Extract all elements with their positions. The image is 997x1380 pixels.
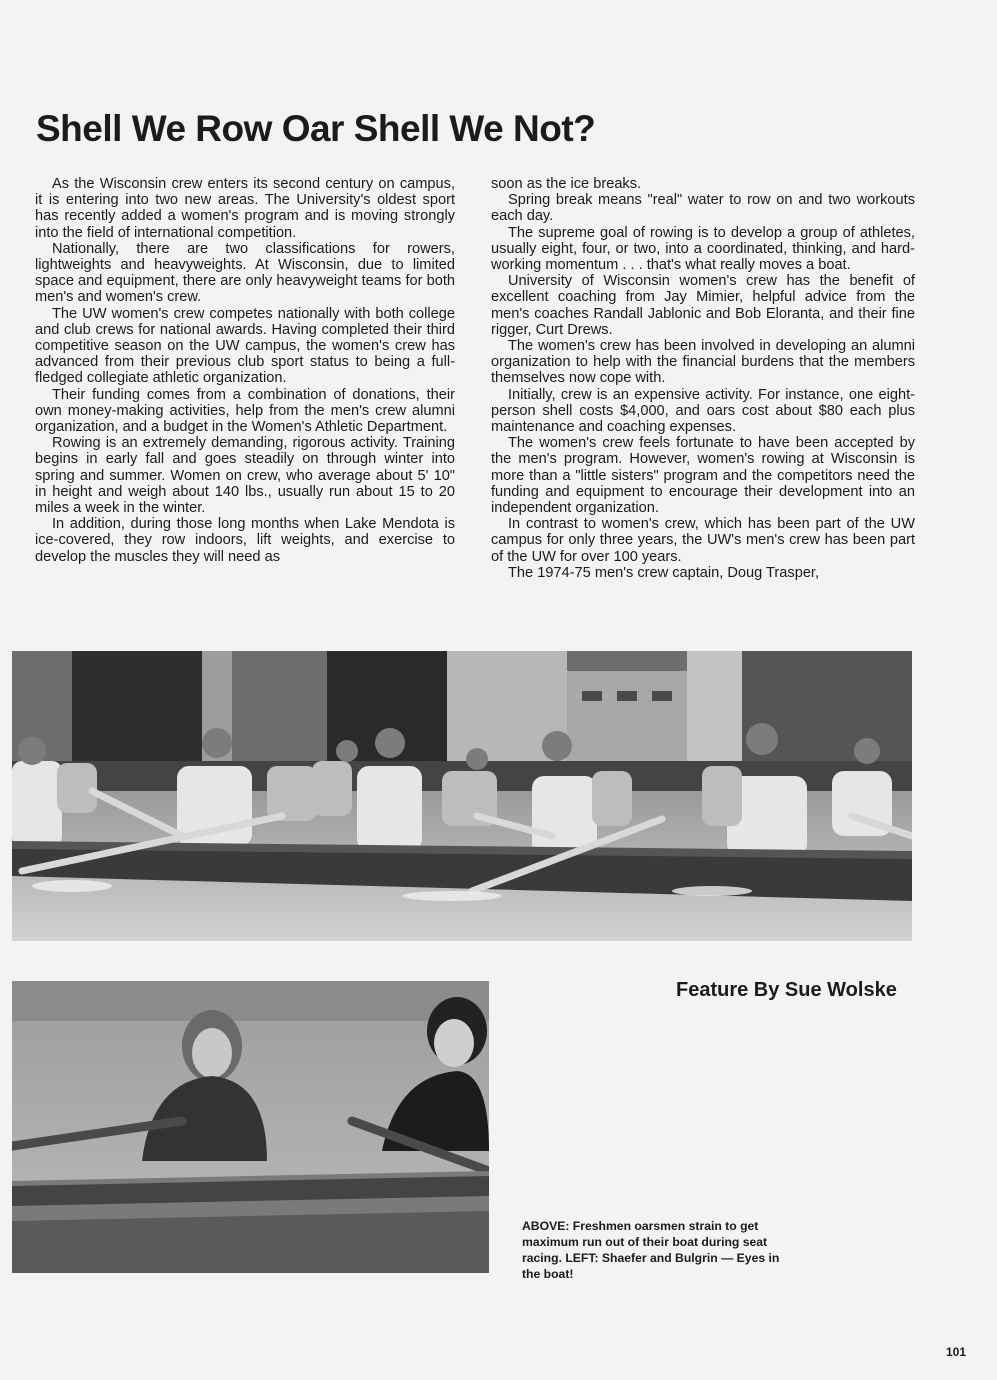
paragraph: The 1974-75 men's crew captain, Doug Trasper, — [508, 564, 820, 581]
paragraph: The women's crew has been involved in developing an alumni organization to help with the financial burdens that the members themselves now cope with. — [491, 338, 915, 387]
paragraph: University of Wisconsin women's crew has the benefit of excellent coaching from Jay Mimier, helpful advice from the men's coaches Randall Jablonic and Bob Eloranta, and their fine rigger, Curt Drews. — [491, 273, 915, 338]
paragraph: The supreme goal of rowing is to develop a group of athletes, usually eight, four, or two, into a coordinated, thinking, and hard-working momentum . . . that's what really moves a boat. — [491, 224, 915, 274]
paragraph: Initially, crew is an expensive activity. For instance, one eight-person shell costs $4,000, and oars cost about $80 each plus maintenance and coaching expenses. — [491, 386, 915, 436]
byline: Feature By Sue Wolske — [676, 979, 897, 1001]
paragraph: In contrast to women's crew, which has been part of the UW campus for only three years, the UW's men's crew has been part of the UW for over 100 years. — [491, 516, 915, 565]
paragraph: The UW women's crew competes nationally with both college and club crews for national awards. Having completed their third competitive season on the UW campus, the women's crew has advanced from their previous club sport status to being a full-fledged collegiate athletic organization. — [35, 305, 455, 387]
women-rowers-photo — [12, 981, 489, 1273]
paragraph: As the Wisconsin crew enters its second century on campus, it is entering into two new areas. The University's oldest sport has recently added a women's program and is moving strongly into the field of international competition. — [35, 176, 455, 241]
rowing-crew-photo — [12, 651, 912, 941]
paragraph: Nationally, there are two classifications for rowers, lightweights and heavyweights. At Wisconsin, due to limited space and equipment, there are only heavyweight teams for both men's and women's crew. — [35, 240, 455, 306]
paragraph: Their funding comes from a combination of donations, their own money-making activities, help from the men's crew alumni organization, and a budget in the Women's Athletic Department. — [35, 386, 455, 436]
paragraph: In addition, during those long months when Lake Mendota is ice-covered, they row indoors, lift weights, and exercise to develop the muscles they will need as — [35, 516, 455, 565]
paragraph: Rowing is an extremely demanding, rigorous activity. Training begins in early fall and goes steadily on through winter into spring and summer. Women on crew, who average about 5' 10" in height and weigh about 140 lbs., usually run about 15 to 20 miles a week in the winter. — [35, 435, 455, 517]
photo-caption: ABOVE: Freshmen oarsmen strain to get maximum run out of their boat during seat racing. LEFT: Shaefer and Bulgrin — Eyes in the boat! — [522, 1219, 780, 1281]
paragraph: The women's crew feels fortunate to have been accepted by the men's program. However, women's rowing at Wisconsin is more than a "little sisters" program and the competitors need the funding and equipment to encourage their development into an independent organization. — [491, 435, 915, 517]
paragraph-continuation: soon as the ice breaks. — [491, 176, 642, 192]
article-column-right — [491, 176, 915, 581]
page-number: 101 — [946, 1345, 967, 1359]
article-column-left — [35, 176, 455, 565]
paragraph: Spring break means "real" water to row on and two workouts each day. — [491, 192, 915, 225]
article-title: Shell We Row Oar Shell We Not? — [36, 108, 596, 149]
